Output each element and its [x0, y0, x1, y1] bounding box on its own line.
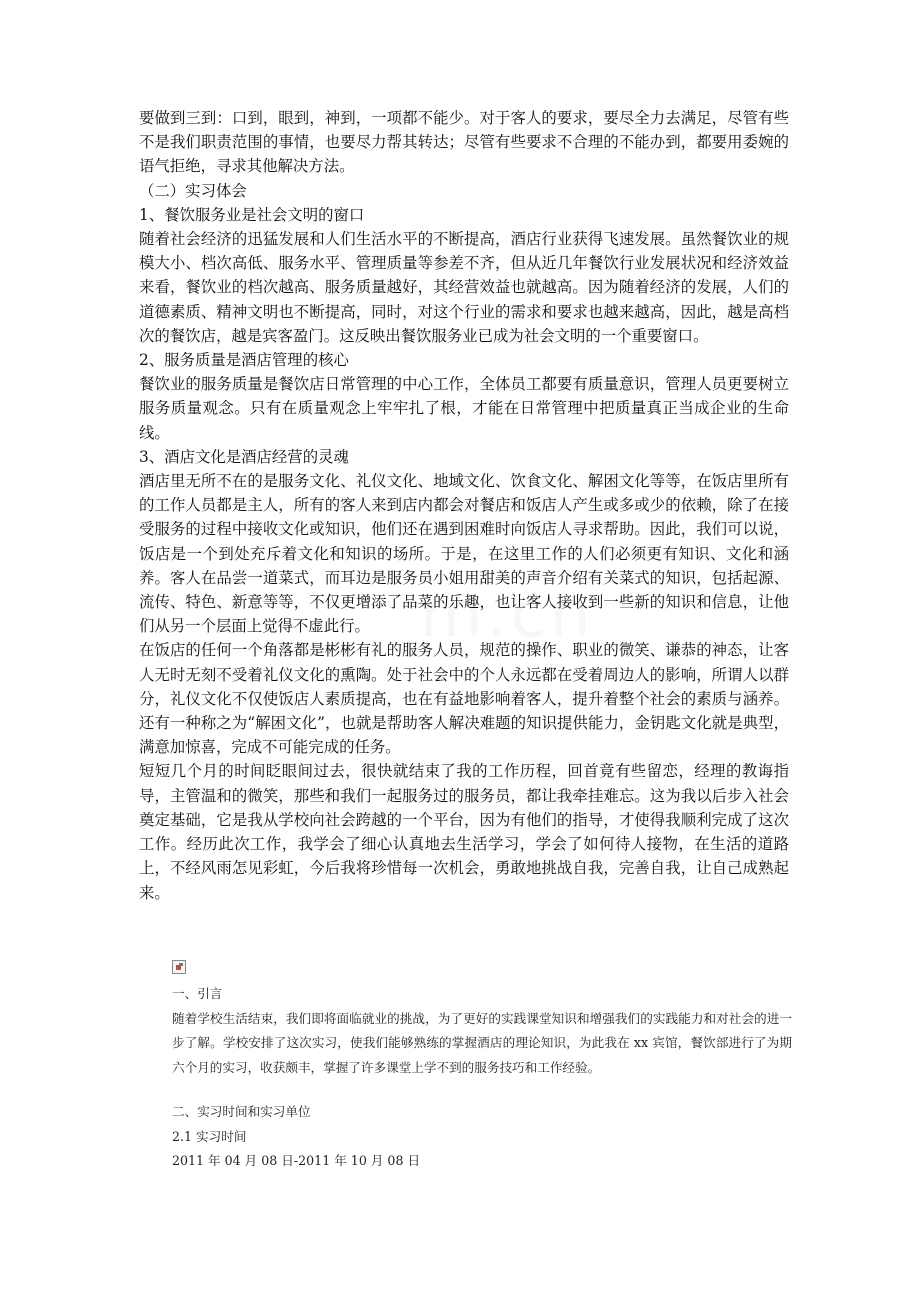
section-heading: （二）实习体会 [139, 181, 247, 200]
subsection-heading: 2.1 实习时间 [172, 1128, 247, 1144]
second-document [172, 960, 792, 1174]
paragraph: 餐饮业的服务质量是餐饮店日常管理的中心工作，全体员工都要有质量意识，管理人员更要树立服务质量观念。只有在质量观念上牢牢扎了根，才能在日常管理中把质量真正当成企业的生命线。 [139, 375, 789, 442]
section-heading: 一、引言 [172, 986, 223, 1001]
subsection-heading: 3、酒店文化是酒店经营的灵魂 [139, 447, 349, 466]
date-range: 2011 年 04 月 08 日-2011 年 10 月 08 日 [172, 1153, 421, 1168]
image-placeholder-icon [172, 960, 186, 974]
subsection-heading: 1、餐饮服务业是社会文明的窗口 [139, 205, 365, 224]
paragraph: 酒店里无所不在的是服务文化、礼仪文化、地域文化、饮食文化、解困文化等等，在饭店里所有的工作人员都是主人，所有的客人来到店内都会对餐店和饭店人产生或多或少的依赖，除了在接受服务的过程中接收文化或知识，他们还在遇到困难时向饭店人寻求帮助。因此，我们可以说，饭店是一个到处充斥着文化和知识的场所。于是，在这里工作的人们必须更有知识、文化和涵养。客人在品尝一道菜式，而耳边是服务员小姐用甜美的声音介绍有关菜式的知识，包括起源、流传、特色、新意等等，不仅更增添了品菜的乐趣，也让客人接收到一些新的知识和信息，让他们从另一个层面上觉得不虚此行。 [139, 472, 789, 636]
paragraph: 在饭店的任何一个角落都是彬彬有礼的服务人员，规范的操作、职业的微笑、谦恭的神态，让客人无时无刻不受着礼仪文化的熏陶。处于社会中的个人永远都在受着周边人的影响，所谓人以群分，礼仪文化不仅使饭店人素质提高，也在有益地影响着客人，提升着整个社会的素质与涵养。还有一种称之为“解困文化”，也就是帮助客人解决难题的知识提供能力，金钥匙文化就是典型，满意加惊喜，完成不可能完成的任务。 [139, 641, 789, 757]
paragraph: 要做到三到：口到，眼到，神到，一项都不能少。对于客人的要求，要尽全力去满足，尽管有些不是我们职责范围的事情，也要尽力帮其转达；尽管有些要求不合理的不能办到，都要用委婉的语气拒绝，寻求其他解决方法。 [139, 109, 789, 176]
watermark: m.cn [420, 578, 595, 652]
paragraph: 短短几个月的时间眨眼间过去，很快就结束了我的工作历程，回首竟有些留恋，经理的教诲指导，主管温和的微笑，那些和我们一起服务过的服务员，都让我牵挂难忘。这为我以后步入社会奠定基础，它是我从学校向社会跨越的一个平台，因为有他们的指导，才使得我顺利完成了这次工作。经历此次工作，我学会了细心认真地去生活学习，学会了如何待人接物，在生活的道路上，不经风雨怎见彩虹，今后我将珍惜每一次机会，勇敢地挑战自我，完善自我，让自己成熟起来。 [139, 762, 789, 902]
subsection-heading: 2、服务质量是酒店管理的核心 [139, 351, 349, 370]
document-body [139, 106, 789, 905]
paragraph: 随着社会经济的迅猛发展和人们生活水平的不断提高，酒店行业获得飞速发展。虽然餐饮业的规模大小、档次高低、服务水平、管理质量等参差不齐，但从近几年餐饮行业发展状况和经济效益来看，餐饮业的档次越高、服务质量越好，其经营效益也就越高。因为随着经济的发展，人们的道德素质、精神文明也不断提高，同时，对这个行业的需求和要求也越来越高，因此，越是高档次的餐饮店，越是宾客盈门。这反映出餐饮服务业已成为社会文明的一个重要窗口。 [139, 230, 789, 345]
paragraph: 随着学校生活结束，我们即将面临就业的挑战，为了更好的实践课堂知识和增强我们的实践能力和对社会的进一步了解。学校安排了这次实习，使我们能够熟练的掌握酒店的理论知识，为此我在 xx 宾馆，餐饮部进行了为期六个月的实习，收获颇丰，掌握了许多课堂上学不到的服务技巧和工作经验。 [172, 1010, 792, 1075]
section-heading: 二、实习时间和实习单位 [172, 1104, 311, 1119]
